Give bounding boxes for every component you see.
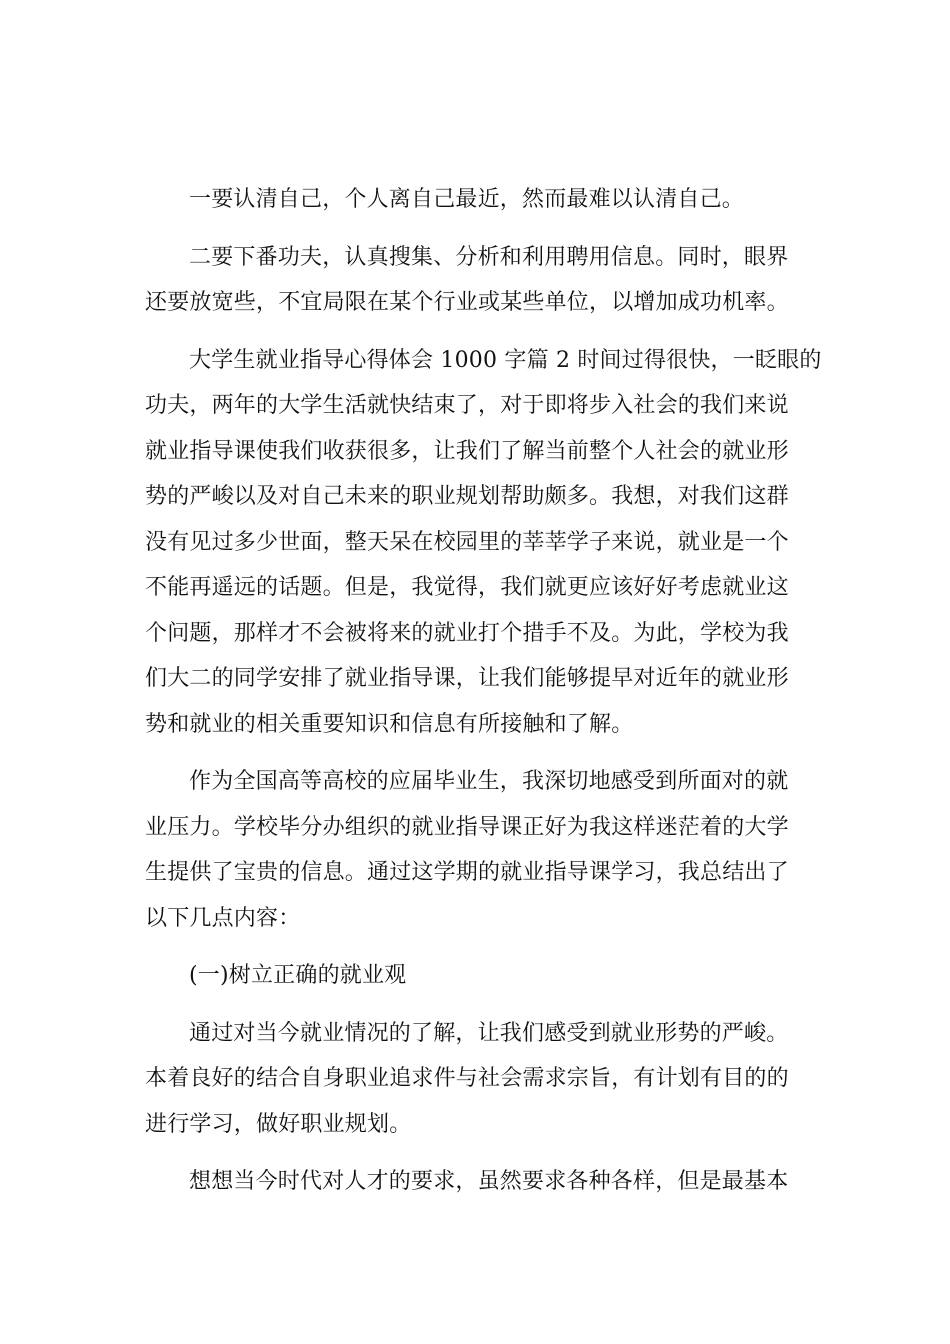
paragraph (145, 759, 810, 941)
section-heading: (一)树立正确的就业观 (189, 963, 407, 988)
text-line: 还要放宽些，不宜局限在某个行业或某些单位，以增加成功机率。 (145, 290, 789, 315)
text-line: 生提供了宝贵的信息。通过这学期的就业指导课学习，我总结出了 (145, 860, 789, 885)
text-line: 不能再遥远的话题。但是，我觉得，我们就更应该好好考虑就业这 (145, 575, 789, 600)
text-line: 进行学习，做好职业规划。 (145, 1111, 412, 1137)
text-line: 想想当今时代对人才的要求，虽然要求各种各样，但是最基本 (189, 1169, 789, 1194)
text-line: 业压力。学校毕分办组织的就业指导课正好为我这样迷茫着的大学 (145, 814, 789, 840)
text-line: 大学生就业指导心得体会 1000 字篇 2 时间过得很快，一眨眼的 (189, 347, 822, 373)
text-line: 个问题，那样才不会被将来的就业打个措手不及。为此，学校为我 (145, 620, 789, 646)
document-body (145, 177, 822, 1205)
text-line: 本着良好的结合自身职业追求件与社会需求宗旨，有计划有目的的 (145, 1066, 789, 1091)
text-line: 势和就业的相关重要知识和信息有所接触和了解。 (145, 711, 634, 737)
text-line: 势的严峻以及对自己未来的职业规划帮助颇多。我想，对我们这群 (145, 484, 789, 509)
text-line: 们大二的同学安排了就业指导课，让我们能够提早对近年的就业形 (145, 666, 789, 691)
text-line: 通过对当今就业情况的了解，让我们感受到就业形势的严峻。 (189, 1020, 789, 1046)
paragraph (145, 953, 810, 999)
paragraph (145, 338, 822, 748)
text-line: 就业指导课使我们收获很多，让我们了解当前整个人社会的就业形 (145, 438, 789, 464)
paragraph (145, 1159, 810, 1205)
paragraph (145, 177, 810, 223)
paragraph (145, 1011, 810, 1148)
text-line: 没有见过多少世面，整天呆在校园里的莘莘学子来说，就业是一个 (145, 529, 789, 555)
text-line: 作为全国高等高校的应届毕业生，我深切地感受到所面对的就 (189, 769, 789, 794)
text-line: 以下几点内容： (145, 905, 301, 931)
text-line: 功夫，两年的大学生活就快结束了，对于即将步入社会的我们来说 (145, 393, 789, 418)
text-line: 二要下番功夫，认真搜集、分析和利用聘用信息。同时，眼界 (189, 244, 789, 270)
paragraph (145, 235, 810, 326)
text-line: 一要认清自己，个人离自己最近，然而最难以认清自己。 (189, 187, 745, 212)
